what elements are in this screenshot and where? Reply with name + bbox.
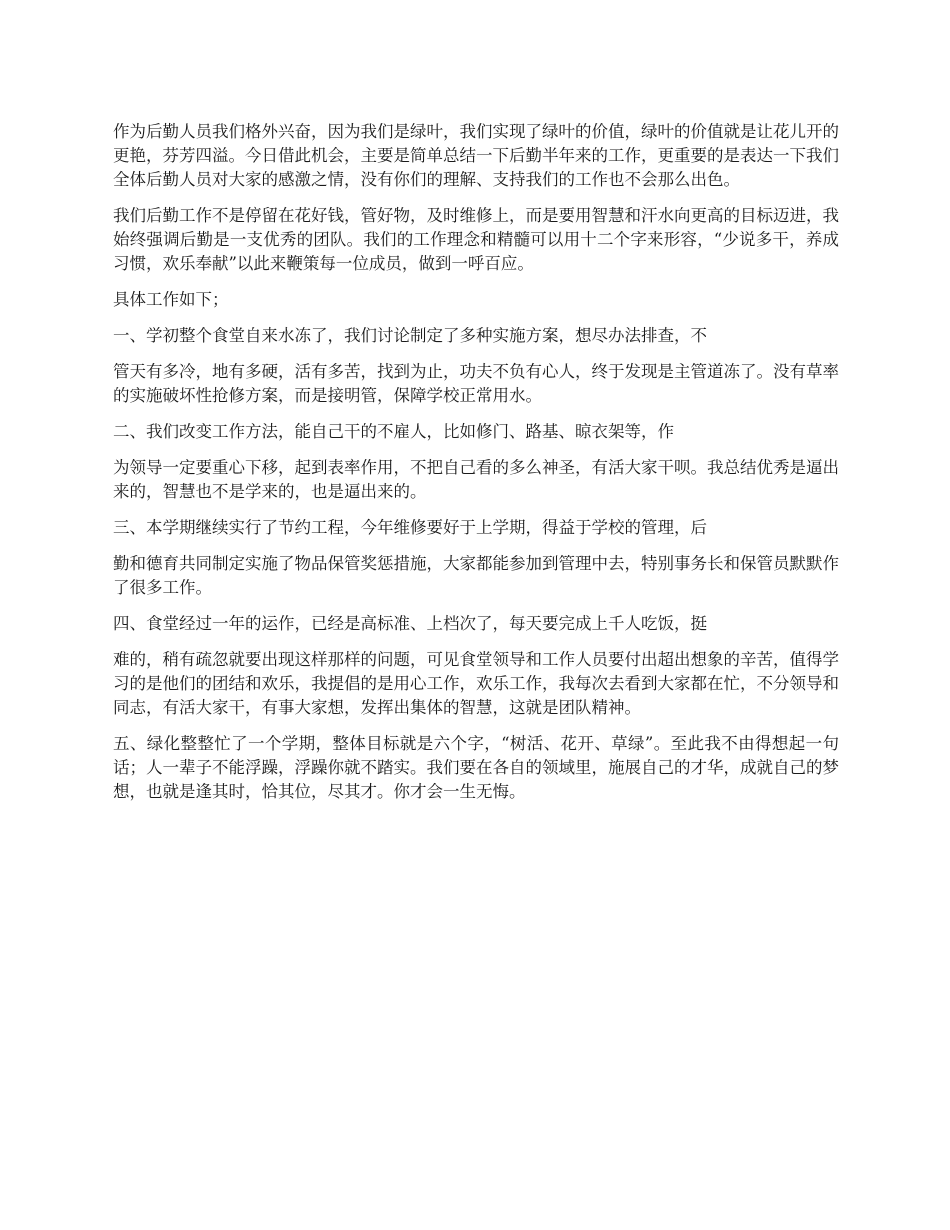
paragraph-intro: 作为后勤人员我们格外兴奋，因为我们是绿叶，我们实现了绿叶的价值，绿叶的价值就是让花儿开的更艳，芬芳四溢。今日借此机会，主要是简单总结一下后勤半年来的工作，更重要的是表达一下我们全体后勤人员对大家的感激之情，没有你们的理解、支持我们的工作也不会那么出色。 — [113, 122, 839, 189]
paragraph-work-heading: 具体工作如下； — [113, 290, 229, 309]
document-body — [113, 120, 839, 816]
paragraph-item-4-cont: 难的，稍有疏忽就要出现这样那样的问题，可见食堂领导和工作人员要付出超出想象的辛苦，值得学习的是他们的团结和欢乐，我提倡的是用心工作，欢乐工作，我每次去看到大家都在忙，不分领导和同志，有活大家干，有事大家想，发挥出集体的智慧，这就是团队精神。 — [113, 650, 839, 717]
paragraph-philosophy: 我们后勤工作不是停留在花好钱，管好物，及时维修上，而是要用智慧和汗水向更高的目标迈进，我始终强调后勤是一支优秀的团队。我们的工作理念和精髓可以用十二个字来形容，“少说多干，养成习惯，欢乐奉献”以此来鞭策每一位成员，做到一呼百应。 — [113, 206, 839, 273]
paragraph-item-4-start: 四、食堂经过一年的运作，已经是高标准、上档次了，每天要完成上千人吃饭，挺 — [113, 614, 707, 633]
paragraph-item-3-start: 三、本学期继续实行了节约工程，今年维修要好于上学期，得益于学校的管理，后 — [113, 518, 707, 537]
paragraph-item-2-start: 二、我们改变工作方法，能自己干的不雇人，比如修门、路基、晾衣架等，作 — [113, 422, 674, 441]
paragraph-item-2-cont: 为领导一定要重心下移，起到表率作用，不把自己看的多么神圣，有活大家干呗。我总结优秀是逼出来的，智慧也不是学来的，也是逼出来的。 — [113, 458, 839, 501]
paragraph-item-1-cont: 管天有多冷，地有多硬，活有多苦，找到为止，功夫不负有心人，终于发现是主管道冻了。没有草率的实施破坏性抢修方案，而是接明管，保障学校正常用水。 — [113, 362, 839, 405]
paragraph-item-3-cont: 勤和德育共同制定实施了物品保管奖惩措施，大家都能参加到管理中去，特别事务长和保管员默默作了很多工作。 — [113, 554, 839, 597]
paragraph-item-5: 五、绿化整整忙了一个学期，整体目标就是六个字，“树活、花开、草绿”。至此我不由得想起一句话；人一辈子不能浮躁，浮躁你就不踏实。我们要在各自的领域里，施展自己的才华，成就自己的梦想，也就是逢其时，恰其位，尽其才。你才会一生无悔。 — [113, 734, 839, 801]
paragraph-item-1-start: 一、学初整个食堂自来水冻了，我们讨论制定了多种实施方案，想尽办法排查，不 — [113, 326, 707, 345]
